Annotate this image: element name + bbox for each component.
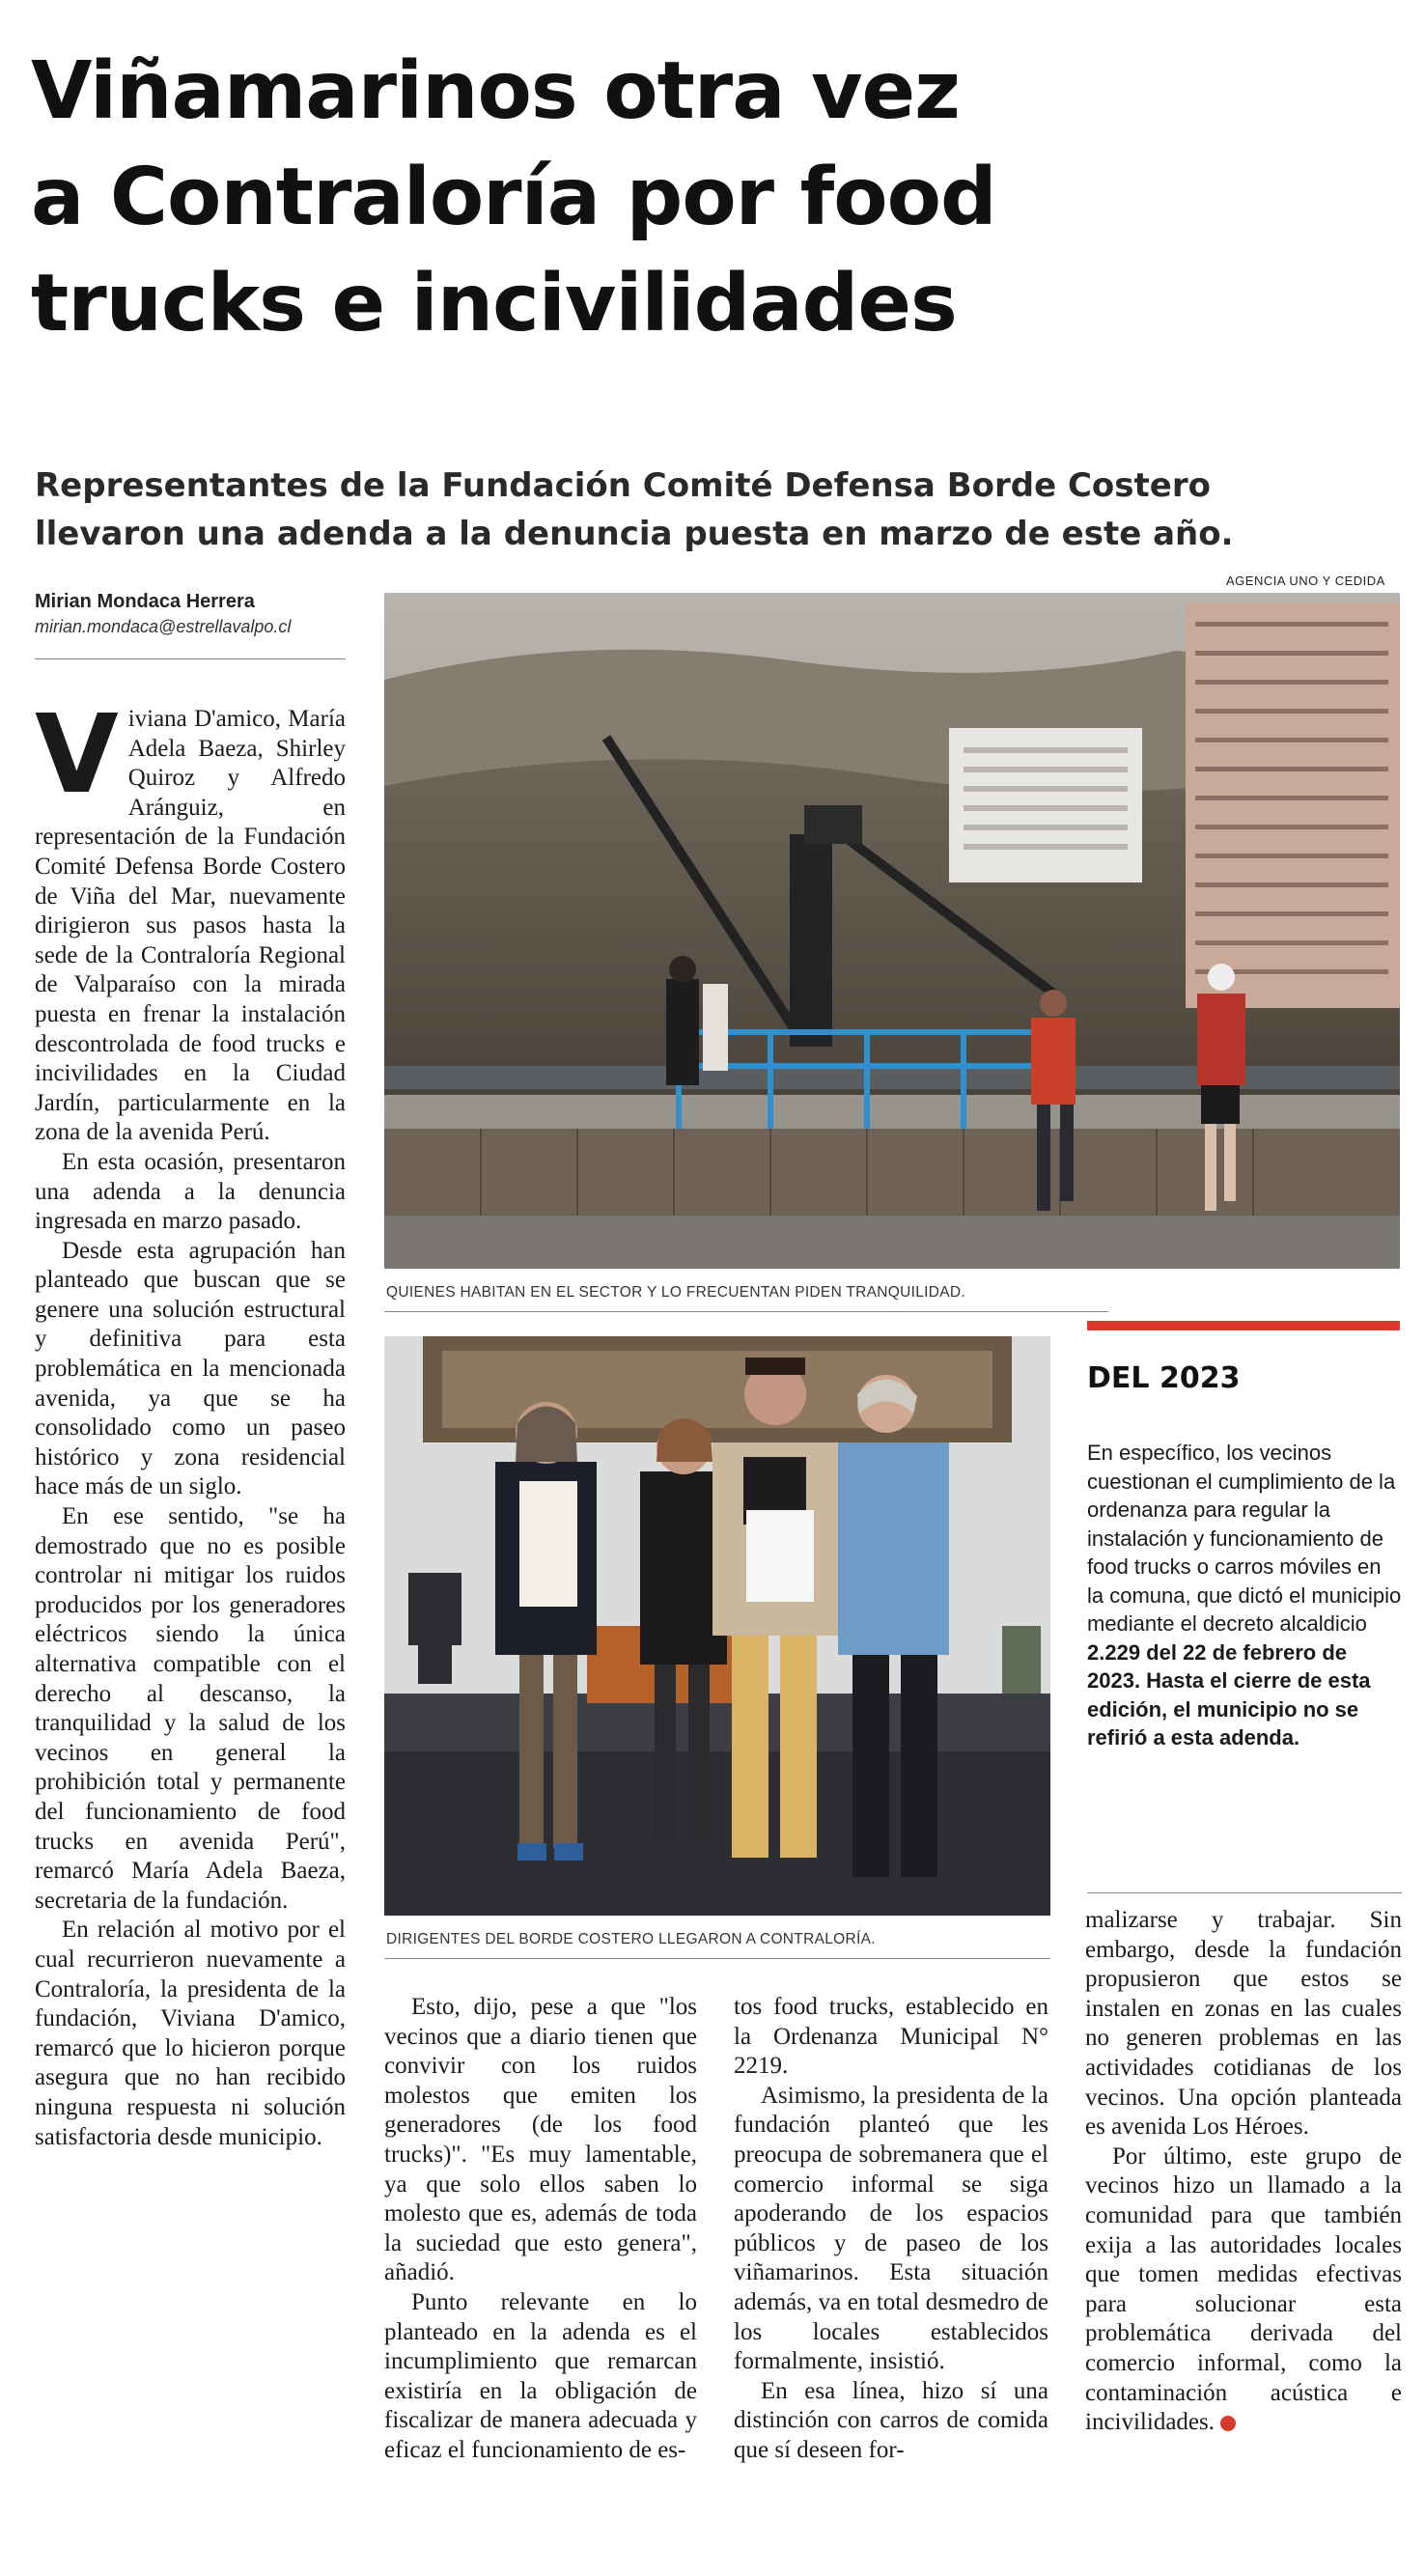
article-paragraph: malizarse y trabajar. Sin embargo, desde la fundación propusieron que estos se instalen en zonas en las cuales no generen problemas en las actividades cotidianas de los vecinos. Una opción planteada es avenida Los Héroes. xyxy=(1085,1907,1402,2141)
sidebar-text-bold: 2.229 del 22 de febrero de 2023. Hasta el cierre de esta edición, el municipio no se refirió a esta adenda. xyxy=(1087,1639,1371,1750)
article-paragraph: Esto, dijo, pese a que "los vecinos que a diario tienen que convivir con los ruidos molestos que emiten los generadores (de los food trucks)". "Es muy lamentable, ya que solo ellos saben lo molesto que es, además de toda la suciedad que esto genera", añadió. xyxy=(384,1994,697,2286)
end-of-article-icon xyxy=(1220,2416,1236,2431)
article-column-3 xyxy=(734,1993,1048,2466)
byline xyxy=(35,591,344,637)
dropcap: V xyxy=(35,692,119,818)
article-paragraph: tos food trucks, establecido en la Ordenanza Municipal N° 2219. xyxy=(734,1994,1048,2080)
headline-line-1: Viñamarinos otra vez xyxy=(31,45,960,137)
article-paragraph: Punto relevante en lo planteado en la adenda es el incumplimiento que remarcan existiría en la obligación de fiscalizar de manera adecuada y eficaz el funcionamiento de es- xyxy=(384,2288,697,2463)
sidebar-title: DEL 2023 xyxy=(1087,1361,1241,1395)
photo1-caption-rule xyxy=(384,1311,1108,1312)
article-column-1 xyxy=(35,692,346,2152)
article-column-4 xyxy=(1085,1906,1402,2438)
author-email[interactable]: mirian.mondaca@estrellavalpo.cl xyxy=(35,617,292,636)
subheadline-line-2: llevaron una adenda a la denuncia puesta en marzo de este año. xyxy=(35,515,1234,553)
sidebar-bottom-rule xyxy=(1087,1892,1402,1893)
photo2-caption: DIRIGENTES DEL BORDE COSTERO LLEGARON A CONTRALORÍA. xyxy=(386,1931,876,1947)
article-paragraph: Desde esta agrupación han planteado que buscan que se genere una solución estructural y definitiva para esta problemática en la mencionada avenida, ya que se ha consolidado como un paseo histórico y zona residencial hace más de un siglo. xyxy=(35,1237,346,1500)
article-column-2 xyxy=(384,1993,697,2466)
subheadline-line-1: Representantes de la Fundación Comité Defensa Borde Costero xyxy=(35,466,1211,505)
byline-divider xyxy=(35,658,346,659)
article-paragraph: En ese sentido, "se ha demostrado que no es posible controlar ni mitigar los ruidos producidos por los generadores eléctricos siendo la única alternativa compatible con el derecho al descanso, la tranquilidad y la salud de los vecinos en general la prohibición total y permanente del funcionamiento de food trucks en avenida Perú", remarcó María Adela Baeza, secretaria de la fundación. xyxy=(35,1503,346,1914)
article-paragraph xyxy=(35,692,346,1148)
waterfront-photo xyxy=(384,593,1400,1269)
article-paragraph: Asimismo, la presidenta de la fundación planteó que les preocupa de sobremanera que el comercio informal se siga apoderando de los espacios públicos y de paseo de los viñamarinos. Esta situación además, va en total desmedro de los locales establecidos formalmente, insistió. xyxy=(734,2082,1048,2375)
paragraph-text: iviana D'amico, María Adela Baeza, Shirley Quiroz y Alfredo Aránguiz, en representación de la Fundación Comité Defensa Borde Costero de Viña del Mar, nuevamente dirigieron sus pasos hasta la sede de la Contraloría Regional de Valparaíso con la mirada puesta en frenar la instalación descontrolada de food trucks e incivilidades en la Ciudad Jardín, particularmente en la zona de la avenida Perú. xyxy=(35,706,346,1146)
headline xyxy=(31,39,1315,357)
author-name: Mirian Mondaca Herrera xyxy=(35,591,255,612)
group-photo xyxy=(384,1336,1050,1916)
photo2-caption-rule xyxy=(384,1958,1050,1959)
paragraph-text: Por último, este grupo de vecinos hizo un llamado a la comunidad para que también exija a las autoridades locales que tomen medidas efectivas para solucionar esta problemática derivada del comercio informal, como la contaminación acústica e incivilidades. xyxy=(1085,2142,1402,2436)
sidebar-accent-bar xyxy=(1087,1321,1400,1330)
article-paragraph: En esta ocasión, presentaron una adenda a la denuncia ingresada en marzo pasado. xyxy=(35,1148,346,1235)
sidebar-text-plain: En específico, los vecinos cuestionan el cumplimiento de la ordenanza para regular la instalación y funcionamiento de food trucks o carros móviles en la comuna, que dictó el municipio mediante el decreto alcaldicio xyxy=(1087,1441,1402,1636)
photo-credit: AGENCIA UNO Y CEDIDA xyxy=(1226,574,1385,588)
article-paragraph xyxy=(1085,2142,1402,2438)
headline-line-3: trucks e incivilidades xyxy=(31,258,957,350)
subheadline xyxy=(35,462,1348,558)
sidebar-text xyxy=(1087,1439,1402,1752)
article-paragraph: En relación al motivo por el cual recurrieron nuevamente a Contraloría, la presidenta de la fundación, Viviana D'amico, remarcó que lo hicieron porque asegura que no han recibido ninguna respuesta ni solución satisfactoria desde municipio. xyxy=(35,1917,346,2150)
headline-line-2: a Contraloría por food xyxy=(31,152,996,243)
photo1-caption: QUIENES HABITAN EN EL SECTOR Y LO FRECUENTAN PIDEN TRANQUILIDAD. xyxy=(386,1284,965,1301)
article-paragraph: En esa línea, hizo sí una distinción con carros de comida que sí deseen for- xyxy=(734,2377,1048,2463)
